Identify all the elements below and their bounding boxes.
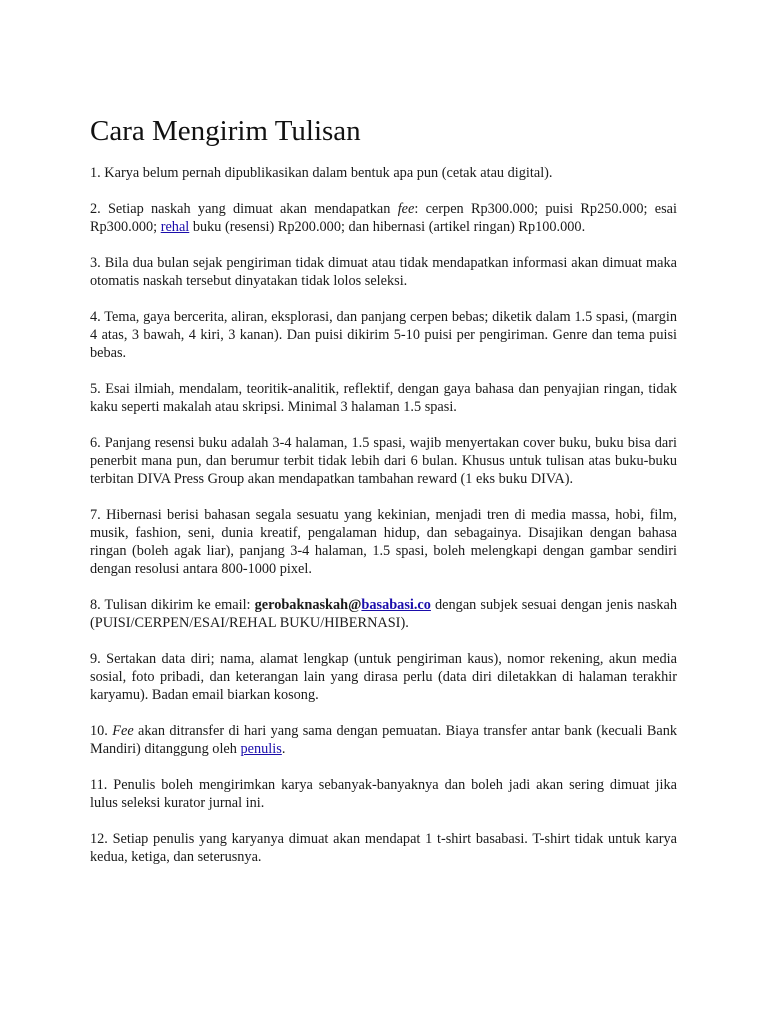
email-domain-link[interactable]: basabasi.co	[361, 597, 431, 613]
paragraph-text: buku (resensi) Rp200.000; dan hibernasi (artikel ringan) Rp100.000.	[189, 219, 586, 235]
email-address-text: gerobaknaskah@	[254, 597, 362, 613]
rule-item-4	[90, 308, 677, 362]
rule-item-8	[90, 596, 677, 632]
rehal-link[interactable]: rehal	[160, 219, 190, 235]
rule-item-5	[90, 380, 677, 416]
rule-item-3	[90, 254, 677, 290]
paragraph-text: 7. Hibernasi berisi bahasan segala sesuatu yang kekinian, menjadi tren di media massa, hobi, film, musik, fashion, seni, dunia kreatif, pengalaman hidup, dan sebagainya. Disajikan dengan bahasa ringan (boleh agak liar), panjang 3-4 halaman, 1.5 spasi, boleh melengkapi dengan gambar sendiri dengan resolusi antara 800-1000 pixel.	[90, 507, 677, 577]
paragraph-text: 10.	[90, 723, 113, 739]
paragraph-text: 3. Bila dua bulan sejak pengiriman tidak dimuat atau tidak mendapatkan informasi akan dimuat maka otomatis naskah tersebut dinyatakan tidak lolos seleksi.	[90, 255, 677, 289]
rule-item-2	[90, 200, 677, 236]
paragraph-text: 8. Tulisan dikirim ke email:	[90, 597, 255, 613]
paragraph-text: 6. Panjang resensi buku adalah 3-4 halaman, 1.5 spasi, wajib menyertakan cover buku, buku bisa dari penerbit mana pun, dan berumur terbit tidak lebih dari 6 bulan. Khusus untuk tulisan atas buku-buku terbitan DIVA Press Group akan mendapatkan tambahan reward (1 eks buku DIVA).	[90, 435, 677, 487]
paragraph-text: akan ditransfer di hari yang sama dengan pemuatan. Biaya transfer antar bank (kecuali Bank Mandiri) ditanggung oleh	[90, 723, 677, 757]
paragraph-text: 12. Setiap penulis yang karyanya dimuat akan mendapat 1 t-shirt basabasi. T-shirt tidak untuk karya kedua, ketiga, dan seterusnya.	[90, 831, 677, 865]
document-body	[90, 112, 677, 884]
paragraph-text: 2. Setiap naskah yang dimuat akan mendapatkan	[90, 201, 398, 217]
paragraph-text: 11. Penulis boleh mengirimkan karya sebanyak-banyaknya dan boleh jadi akan sering dimuat jika lulus seleksi kurator jurnal ini.	[90, 777, 677, 811]
paragraph-text: .	[281, 741, 286, 757]
rule-item-9	[90, 650, 677, 704]
page-title: Cara Mengirim Tulisan	[90, 115, 361, 147]
rule-item-1	[90, 164, 677, 182]
rules-list	[90, 164, 677, 866]
rule-item-6	[90, 434, 677, 488]
rule-item-12	[90, 830, 677, 866]
paragraph-text: 4. Tema, gaya bercerita, aliran, eksplorasi, dan panjang cerpen bebas; diketik dalam 1.5 spasi, (margin 4 atas, 3 bawah, 4 kiri, 3 kanan). Dan puisi dikirim 5-10 puisi per pengiriman. Genre dan tema puisi bebas.	[90, 309, 677, 361]
rule-item-11	[90, 776, 677, 812]
paragraph-text: : cerpen Rp300.000; puisi Rp250.000; esai Rp300.000;	[90, 201, 677, 235]
rule-item-10	[90, 722, 677, 758]
paragraph-text: 5. Esai ilmiah, mendalam, teoritik-analitik, reflektif, dengan gaya bahasa dan penyajian ringan, tidak kaku seperti makalah atau skripsi. Minimal 3 halaman 1.5 spasi.	[90, 381, 677, 415]
rule-item-7	[90, 506, 677, 578]
italic-term: fee	[397, 201, 415, 217]
paragraph-text: 1. Karya belum pernah dipublikasikan dalam bentuk apa pun (cetak atau digital).	[90, 165, 553, 181]
italic-term: Fee	[112, 723, 134, 739]
paragraph-text: 9. Sertakan data diri; nama, alamat lengkap (untuk pengiriman kaus), nomor rekening, akun media sosial, foto pribadi, dan keterangan lain yang dirasa perlu (data diri diletakkan di halaman terakhir karyamu). Badan email biarkan kosong.	[90, 651, 677, 703]
penulis-link[interactable]: penulis	[240, 741, 282, 757]
paragraph-text: dengan subjek sesuai dengan jenis naskah (PUISI/CERPEN/ESAI/REHAL BUKU/HIBERNASI).	[90, 597, 677, 631]
